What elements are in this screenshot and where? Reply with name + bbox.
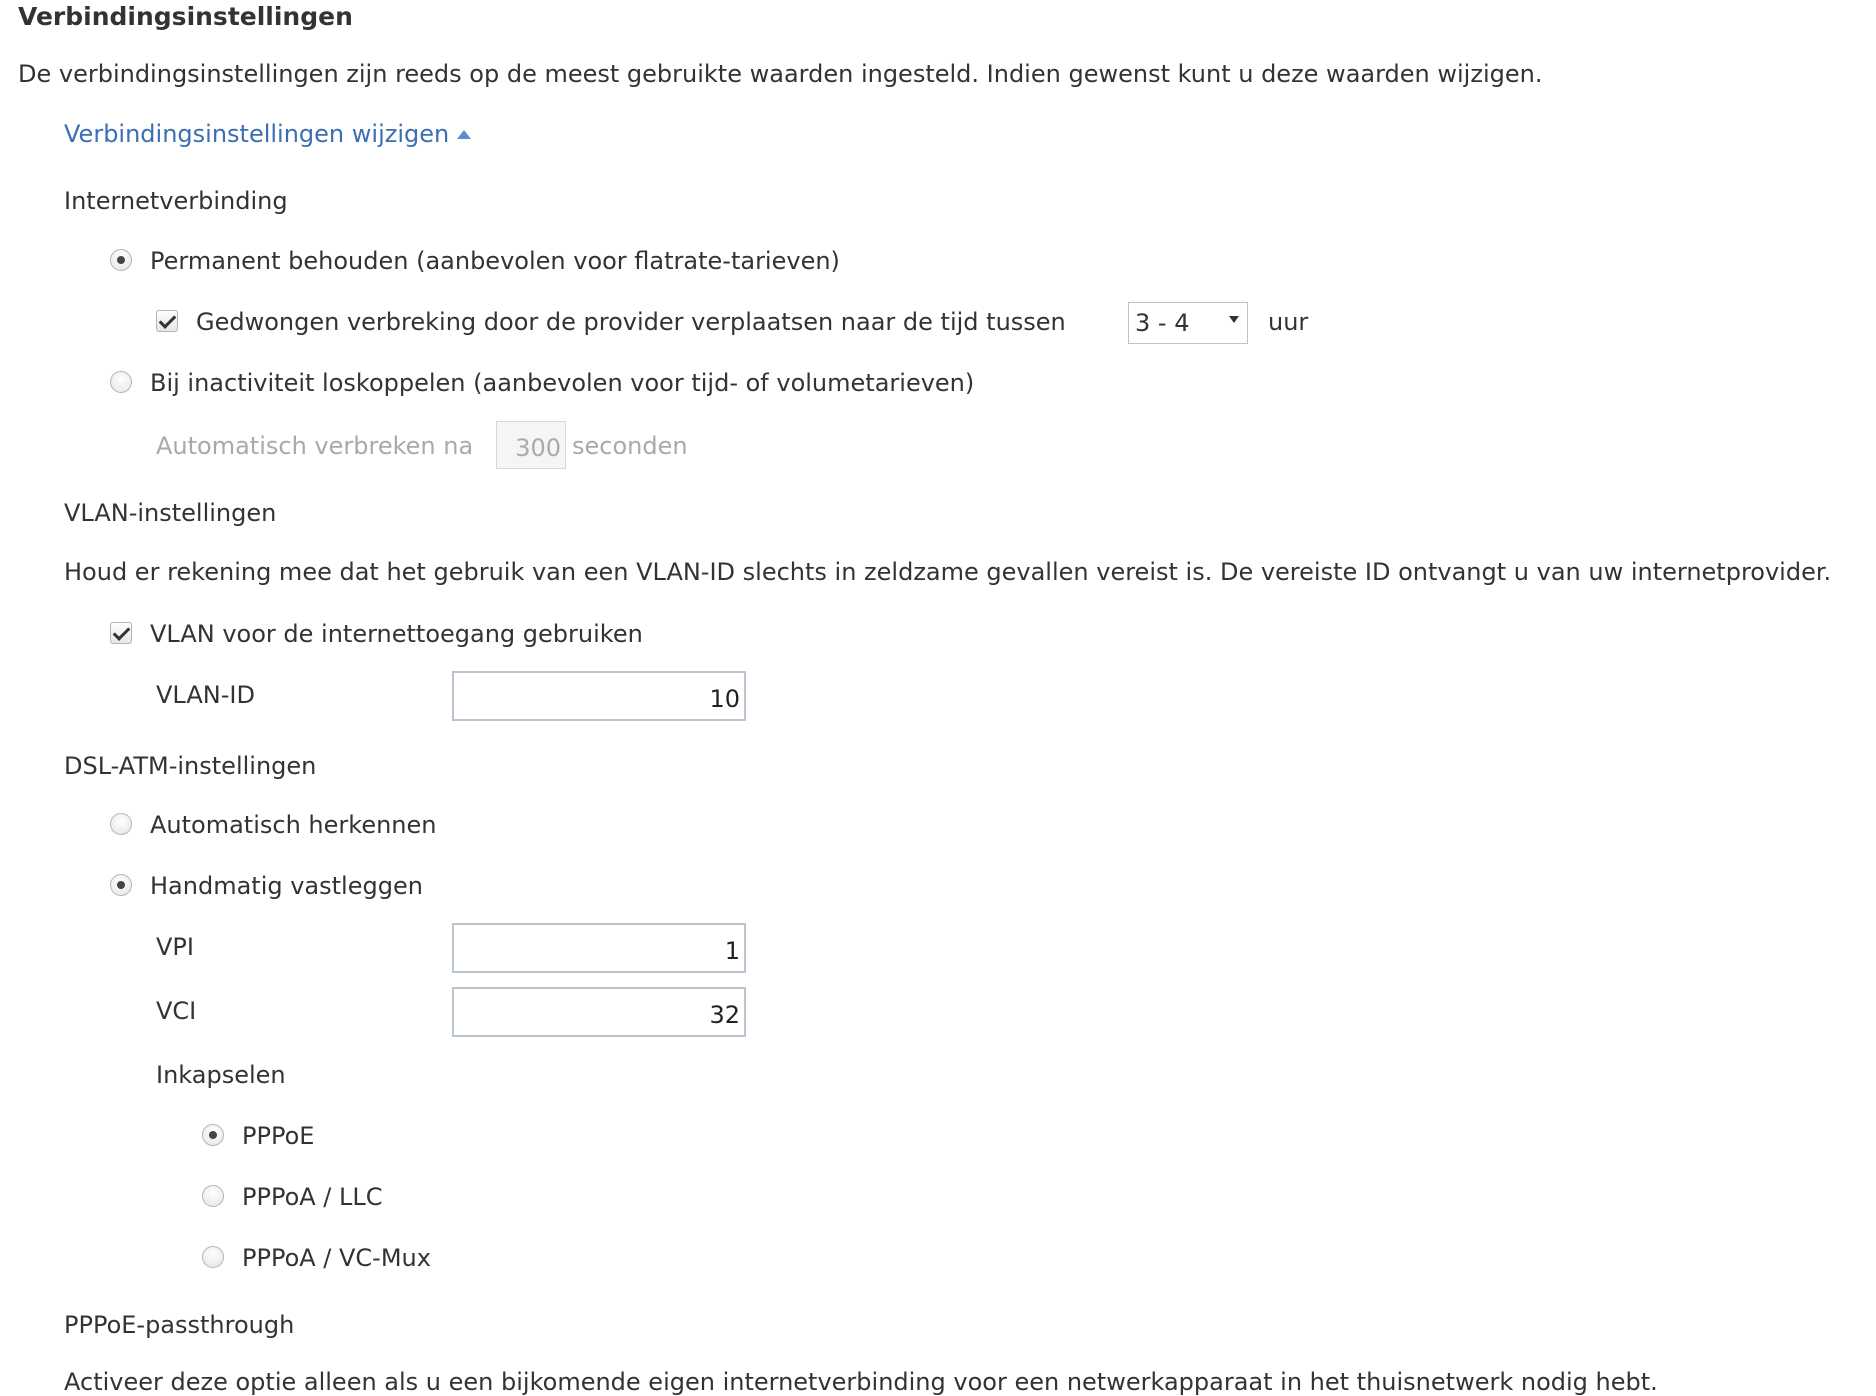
radio-auto-detect[interactable] bbox=[110, 813, 132, 835]
toggle-settings-link[interactable] bbox=[64, 122, 471, 146]
radio-encap-pppoa-llc-label[interactable]: PPPoA / LLC bbox=[242, 1183, 383, 1211]
radio-encap-pppoa-llc[interactable] bbox=[202, 1185, 224, 1207]
force-disconnect-time-value: 3 - 4 bbox=[1135, 309, 1190, 337]
auto-disconnect-input[interactable]: 300 bbox=[496, 421, 566, 469]
passthrough-note: Activeer deze optie alleen als u een bijkomende eigen internetverbinding voor een netwerkapparaat in het thuisnetwerk nodig hebt. bbox=[64, 1368, 1658, 1396]
force-disconnect-unit: uur bbox=[1268, 308, 1309, 336]
use-vlan-label[interactable]: VLAN voor de internettoegang gebruiken bbox=[150, 620, 643, 648]
vpi-label: VPI bbox=[156, 933, 194, 961]
vlan-id-input[interactable]: 10 bbox=[452, 671, 746, 721]
radio-permanent-label[interactable]: Permanent behouden (aanbevolen voor flatrate-tarieven) bbox=[150, 247, 840, 275]
toggle-settings-label[interactable]: Verbindingsinstellingen wijzigen bbox=[64, 120, 450, 148]
auto-disconnect-label: Automatisch verbreken na bbox=[156, 432, 474, 460]
radio-manual-label[interactable]: Handmatig vastleggen bbox=[150, 872, 423, 900]
use-vlan-checkbox[interactable] bbox=[110, 622, 132, 644]
passthrough-heading: PPPoE-passthrough bbox=[64, 1311, 295, 1339]
vlan-note: Houd er rekening mee dat het gebruik van een VLAN-ID slechts in zeldzame gevallen vereist is. De vereiste ID ontvangt u van uw internetprovider. bbox=[64, 558, 1832, 586]
radio-encap-pppoe-label[interactable]: PPPoE bbox=[242, 1122, 315, 1150]
auto-disconnect-unit: seconden bbox=[572, 432, 688, 460]
force-disconnect-time-select[interactable] bbox=[1128, 302, 1248, 344]
vlan-heading: VLAN-instellingen bbox=[64, 499, 277, 527]
encap-heading: Inkapselen bbox=[156, 1061, 286, 1089]
vlan-id-label: VLAN-ID bbox=[156, 681, 255, 709]
radio-permanent[interactable] bbox=[110, 249, 132, 271]
force-disconnect-label[interactable]: Gedwongen verbreking door de provider verplaatsen naar de tijd tussen bbox=[196, 308, 1066, 336]
chevron-down-icon bbox=[1229, 316, 1239, 323]
radio-auto-detect-label[interactable]: Automatisch herkennen bbox=[150, 811, 437, 839]
radio-inactivity-label[interactable]: Bij inactiviteit loskoppelen (aanbevolen voor tijd- of volumetarieven) bbox=[150, 369, 975, 397]
radio-encap-pppoa-vcmux-label[interactable]: PPPoA / VC-Mux bbox=[242, 1244, 431, 1272]
radio-manual[interactable] bbox=[110, 874, 132, 896]
vci-input[interactable]: 32 bbox=[452, 987, 746, 1037]
dsl-heading: DSL-ATM-instellingen bbox=[64, 752, 317, 780]
caret-up-icon bbox=[457, 130, 471, 139]
section-title: Verbindingsinstellingen bbox=[18, 2, 353, 31]
vpi-input[interactable]: 1 bbox=[452, 923, 746, 973]
internet-heading: Internetverbinding bbox=[64, 187, 288, 215]
force-disconnect-checkbox[interactable] bbox=[156, 310, 178, 332]
intro-text: De verbindingsinstellingen zijn reeds op de meest gebruikte waarden ingesteld. Indien gewenst kunt u deze waarden wijzigen. bbox=[18, 60, 1543, 88]
radio-encap-pppoe[interactable] bbox=[202, 1124, 224, 1146]
radio-inactivity[interactable] bbox=[110, 371, 132, 393]
radio-encap-pppoa-vcmux[interactable] bbox=[202, 1246, 224, 1268]
vci-label: VCI bbox=[156, 997, 197, 1025]
